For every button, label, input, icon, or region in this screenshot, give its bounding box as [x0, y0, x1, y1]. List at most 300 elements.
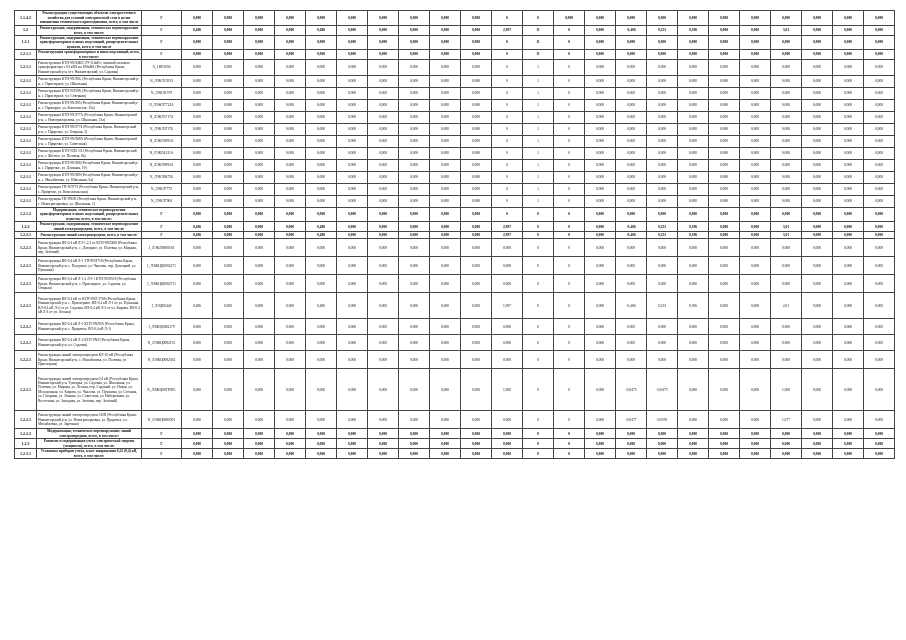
value-cell: 0,000 — [864, 351, 895, 369]
value-cell: 0,000 — [709, 351, 740, 369]
row-code-cell: 1.2.2.1 — [15, 239, 37, 257]
value-cell: 0,000 — [461, 100, 492, 112]
value-cell: 0,000 — [833, 429, 864, 439]
value-cell: 0,000 — [678, 257, 709, 275]
value-cell: 0,396 — [678, 232, 709, 239]
value-cell: 0,000 — [306, 50, 337, 60]
value-cell: 0,000 — [399, 172, 430, 184]
value-cell: 0,000 — [337, 148, 368, 160]
value-cell: 0,000 — [678, 351, 709, 369]
value-cell: 0,000 — [833, 112, 864, 124]
value-cell: 0,000 — [802, 196, 833, 208]
value-cell: 0,000 — [275, 429, 306, 439]
value-cell: 0,000 — [244, 293, 275, 319]
value-cell: 0,000 — [647, 449, 678, 459]
value-cell: 0,000 — [306, 411, 337, 429]
value-cell: 0 — [554, 112, 585, 124]
value-cell: 0,000 — [616, 239, 647, 257]
value-cell: 0,000 — [740, 411, 771, 429]
row-name-cell: Реконструкция ВЛ-0,4 кВ Л-1,2 ЛЭ-1 КТП-9NЛ518 (Республика Крым, Нижнегорский р-н, с. Приозерное, ул. Садовая, ул. Озерная) — [37, 275, 142, 293]
value-cell: 0 — [523, 449, 554, 459]
value-cell: 0 — [523, 351, 554, 369]
value-cell: 0,000 — [616, 351, 647, 369]
table-row — [15, 351, 895, 369]
row-name-cell: Развитие и модернизация учета электрической энергии (мощности), всего, в том числе: — [37, 439, 142, 449]
value-cell: 0,000 — [368, 429, 399, 439]
value-cell: 0,000 — [585, 136, 616, 148]
table-row — [15, 319, 895, 335]
table-row — [15, 36, 895, 50]
value-cell: 0,000 — [709, 136, 740, 148]
table-row — [15, 50, 895, 60]
row-id-cell: J_ЛЭЖЦ0082179 — [142, 319, 182, 335]
value-cell: 0,000 — [213, 148, 244, 160]
value-cell: 0,000 — [399, 208, 430, 222]
value-cell: 0,000 — [678, 172, 709, 184]
value-cell: 0,000 — [647, 112, 678, 124]
value-cell: 0,000 — [709, 439, 740, 449]
value-cell: 0,000 — [740, 449, 771, 459]
row-id-cell: Г — [142, 11, 182, 26]
value-cell: 2,997 — [492, 232, 523, 239]
value-cell: 0,000 — [864, 196, 895, 208]
value-cell: 0,000 — [585, 257, 616, 275]
value-cell: 0,000 — [554, 11, 585, 26]
value-cell: 0 — [554, 257, 585, 275]
value-cell: 0,486 — [182, 293, 213, 319]
value-cell: 0,000 — [399, 124, 430, 136]
value-cell: 0 — [492, 172, 523, 184]
value-cell: 0,000 — [864, 184, 895, 196]
row-id-cell: N_ЛЭКЛ3717А — [142, 112, 182, 124]
value-cell: 0,000 — [647, 319, 678, 335]
value-cell: 0,000 — [430, 184, 461, 196]
value-cell: 0,000 — [244, 36, 275, 50]
value-cell: 0 — [492, 136, 523, 148]
row-code-cell: 1.2.2.1 — [15, 411, 37, 429]
value-cell: 0,000 — [337, 11, 368, 26]
value-cell: 0,486 — [306, 222, 337, 232]
row-code-cell: 1.2.2.1 — [15, 257, 37, 275]
row-id-cell: N_ЛЭКЛ7904 — [142, 196, 182, 208]
value-cell: 0,000 — [647, 429, 678, 439]
value-cell: 0,000 — [740, 88, 771, 100]
value-cell: 0,000 — [399, 112, 430, 124]
value-cell: 0,000 — [585, 293, 616, 319]
value-cell: 1 — [523, 160, 554, 172]
value-cell: 0,000 — [244, 335, 275, 351]
value-cell: 0,000 — [678, 439, 709, 449]
value-cell: 0,000 — [213, 196, 244, 208]
value-cell: 0,000 — [368, 184, 399, 196]
value-cell: 0,000 — [492, 239, 523, 257]
value-cell: 0,000 — [709, 112, 740, 124]
table-row — [15, 112, 895, 124]
value-cell: 0,000 — [182, 172, 213, 184]
value-cell: 0,000 — [709, 160, 740, 172]
value-cell: 0,000 — [709, 26, 740, 36]
value-cell: 0 — [554, 26, 585, 36]
value-cell: 0,000 — [802, 76, 833, 88]
value-cell: 0,000 — [864, 239, 895, 257]
value-cell: 0,000 — [337, 36, 368, 50]
value-cell: 0,000 — [399, 257, 430, 275]
value-cell: 0,000 — [399, 88, 430, 100]
value-cell: 0,000 — [833, 172, 864, 184]
table-row — [15, 60, 895, 76]
value-cell: 0,000 — [244, 124, 275, 136]
value-cell: 0,000 — [709, 148, 740, 160]
value-cell: 0,000 — [430, 136, 461, 148]
value-cell: 0,000 — [647, 148, 678, 160]
value-cell: 0,000 — [461, 112, 492, 124]
value-cell: 0,000 — [430, 160, 461, 172]
value-cell: 0,000 — [275, 239, 306, 257]
value-cell: 0,000 — [833, 88, 864, 100]
value-cell: 1 — [523, 172, 554, 184]
value-cell: 0,486 — [306, 26, 337, 36]
value-cell: 0,000 — [585, 335, 616, 351]
value-cell: 0,000 — [275, 222, 306, 232]
value-cell: 0,000 — [399, 449, 430, 459]
row-name-cell: Реконструкция ВЛ-0,4 кВ Л-2 КТП-9NЛ (Республика Крым, Нижнегорский р-н, ул. Садовая) — [37, 335, 142, 351]
value-cell: 0,000 — [399, 184, 430, 196]
value-cell: 0 — [492, 50, 523, 60]
table-row — [15, 184, 895, 196]
value-cell: 0,000 — [492, 429, 523, 439]
value-cell: 0,000 — [864, 172, 895, 184]
value-cell: 0,000 — [802, 351, 833, 369]
value-cell: 0,000 — [399, 60, 430, 76]
value-cell: 0,000 — [647, 184, 678, 196]
value-cell: 0,000 — [771, 208, 802, 222]
value-cell: 0,000 — [616, 196, 647, 208]
value-cell: 0 — [492, 36, 523, 50]
value-cell: 0,000 — [585, 124, 616, 136]
value-cell: 0,000 — [399, 319, 430, 335]
value-cell: 0,000 — [709, 36, 740, 50]
value-cell: 0,000 — [430, 335, 461, 351]
value-cell: 0,000 — [802, 319, 833, 335]
value-cell: 0,000 — [213, 319, 244, 335]
value-cell: 0 — [523, 275, 554, 293]
value-cell: 0,000 — [585, 100, 616, 112]
value-cell: 0,000 — [740, 369, 771, 411]
row-code-cell: 1.2.1.1 — [15, 124, 37, 136]
row-name-cell: Реконструкция ТП-NЛ775 (Республика Крым, Нижнегорский р-н, с. Приречье, ул. Комсомольская) — [37, 184, 142, 196]
value-cell: 0,000 — [430, 76, 461, 88]
value-cell: 0,000 — [864, 50, 895, 60]
value-cell: 0,000 — [275, 50, 306, 60]
value-cell: 1,000 — [492, 369, 523, 411]
value-cell: 0,000 — [306, 449, 337, 459]
row-id-cell: N_ЛЭЖЦ0082302 — [142, 351, 182, 369]
value-cell: 0,000 — [368, 351, 399, 369]
value-cell: 0,000 — [461, 148, 492, 160]
row-name-cell: Реконструкция КТП-9NЛ77А (Республика Крым, Нижнегорский р-н, с. Новогригорьевка, ул. Школьная, 15а) — [37, 112, 142, 124]
value-cell: 0,000 — [678, 88, 709, 100]
value-cell: 0,000 — [585, 351, 616, 369]
value-cell: 0,000 — [461, 293, 492, 319]
value-cell: 0,000 — [678, 124, 709, 136]
table-row — [15, 335, 895, 351]
value-cell: 0,000 — [461, 26, 492, 36]
value-cell: 0,000 — [771, 160, 802, 172]
value-cell: 0,000 — [585, 11, 616, 26]
value-cell: 0,000 — [275, 335, 306, 351]
value-cell: 0,000 — [771, 148, 802, 160]
value-cell: -0,486 — [616, 26, 647, 36]
value-cell: 0,396 — [678, 222, 709, 232]
value-cell: 0,000 — [461, 196, 492, 208]
value-cell: 0,000 — [647, 100, 678, 112]
value-cell: 0,000 — [771, 319, 802, 335]
document-sheet — [14, 10, 894, 459]
value-cell: 0,000 — [368, 222, 399, 232]
row-code-cell: 1.2.2.1 — [15, 351, 37, 369]
value-cell: 0,000 — [244, 112, 275, 124]
value-cell: 0,000 — [678, 112, 709, 124]
value-cell: 0,000 — [740, 50, 771, 60]
value-cell: 0,000 — [802, 239, 833, 257]
value-cell: 0 — [554, 293, 585, 319]
value-cell: 0,000 — [368, 88, 399, 100]
row-name-cell: Реконструкция трансформаторных и иных подстанций, всего, в том числе: — [38, 50, 140, 59]
table-row — [15, 88, 895, 100]
value-cell: 0,000 — [337, 239, 368, 257]
value-cell: 0 — [523, 411, 554, 429]
value-cell: 0,000 — [461, 76, 492, 88]
value-cell: 0,000 — [585, 160, 616, 172]
value-cell: 0,000 — [430, 148, 461, 160]
value-cell: 0,000 — [430, 11, 461, 26]
value-cell: 0,000 — [740, 429, 771, 439]
row-code-cell: 1.2.1.1 — [15, 184, 37, 196]
value-cell: 0,000 — [709, 100, 740, 112]
value-cell: 0,000 — [182, 136, 213, 148]
row-id-cell: Г — [142, 50, 182, 60]
value-cell: 0,000 — [182, 76, 213, 88]
value-cell: 0,000 — [275, 172, 306, 184]
value-cell: 0,000 — [461, 136, 492, 148]
value-cell: 0,000 — [802, 184, 833, 196]
value-cell: -0,0477 — [616, 411, 647, 429]
value-cell: 0,000 — [244, 26, 275, 36]
value-cell: 0,000 — [368, 136, 399, 148]
value-cell: 0,000 — [802, 148, 833, 160]
value-cell: 11 — [523, 50, 554, 60]
value-cell: 0 — [492, 124, 523, 136]
value-cell: 0,000 — [213, 50, 244, 60]
table-row — [15, 148, 895, 160]
row-id-cell: J_ЛЭЖЦЦ0082271 — [142, 257, 182, 275]
value-cell: 0,000 — [368, 76, 399, 88]
value-cell: 0,000 — [864, 208, 895, 222]
value-cell: 0,000 — [244, 232, 275, 239]
value-cell: 0,000 — [182, 335, 213, 351]
value-cell: 0,000 — [275, 88, 306, 100]
value-cell: 0,000 — [461, 257, 492, 275]
value-cell: 11 — [523, 36, 554, 50]
row-id-cell: Г — [142, 429, 182, 439]
value-cell: 0,000 — [182, 439, 213, 449]
value-cell: 0,000 — [306, 208, 337, 222]
table-row — [15, 411, 895, 429]
value-cell: 0,000 — [678, 208, 709, 222]
row-name-cell: Реконструкция, модернизация, техническое перевооружение всего, в том числе: — [37, 26, 142, 36]
value-cell: 0,000 — [647, 439, 678, 449]
table-row — [15, 293, 895, 319]
row-name-cell: Реконструкция КТП-9NЛ774 (Республика Крым, Нижнегорский р-н, с. Приречье, ул. Озерная, 2) — [37, 124, 142, 136]
value-cell: 0,000 — [709, 196, 740, 208]
value-cell: 0,396 — [678, 293, 709, 319]
value-cell: 0,000 — [461, 411, 492, 429]
value-cell: 0,000 — [275, 351, 306, 369]
row-name-cell: Реконструкция КТП-9NЛ94, (Республика Крым, Нижнегорский р-н, с. Приозерное, ул. Школьная) — [37, 76, 142, 88]
value-cell: 0,000 — [492, 439, 523, 449]
value-cell: 0,000 — [740, 148, 771, 160]
value-cell: 0,000 — [337, 50, 368, 60]
value-cell: 0,000 — [802, 335, 833, 351]
value-cell: 0,000 — [368, 100, 399, 112]
value-cell: 0,000 — [368, 293, 399, 319]
value-cell: 0,000 — [616, 88, 647, 100]
value-cell: 0,000 — [368, 60, 399, 76]
value-cell: 0,000 — [771, 100, 802, 112]
row-name-cell: Реконструкция КТП-9NЛ05 (Республика Крым, Нижнегорский р-н, с. Приморье, ул. Комсомолок, 15а) — [37, 100, 142, 112]
value-cell: 0,000 — [244, 76, 275, 88]
value-cell: 0,000 — [399, 160, 430, 172]
value-cell: 0,000 — [182, 50, 213, 60]
value-cell: 0,000 — [399, 100, 430, 112]
value-cell: 0,000 — [306, 196, 337, 208]
value-cell: 1 — [523, 124, 554, 136]
row-code-cell: 1.2.3 — [15, 439, 37, 449]
value-cell: 0,000 — [337, 100, 368, 112]
value-cell: 0,000 — [430, 239, 461, 257]
value-cell: 0,000 — [864, 11, 895, 26]
value-cell: 0,000 — [647, 124, 678, 136]
value-cell: 0 — [523, 319, 554, 335]
table-row — [15, 239, 895, 257]
value-cell: 0,000 — [585, 50, 616, 60]
value-cell: 0,000 — [864, 36, 895, 50]
value-cell: 0,000 — [213, 232, 244, 239]
value-cell: 0,000 — [709, 411, 740, 429]
value-cell: 0 — [492, 196, 523, 208]
value-cell: 0,000 — [368, 26, 399, 36]
value-cell: 0,000 — [430, 275, 461, 293]
value-cell: 0,000 — [585, 60, 616, 76]
value-cell: 0,000 — [430, 196, 461, 208]
value-cell: 0,000 — [461, 50, 492, 60]
value-cell: 0,000 — [864, 335, 895, 351]
value-cell: 0,000 — [182, 100, 213, 112]
value-cell: 0,000 — [244, 275, 275, 293]
table-row — [15, 76, 895, 88]
value-cell: 0,000 — [399, 148, 430, 160]
value-cell: 0,000 — [430, 293, 461, 319]
value-cell: 0,000 — [616, 50, 647, 60]
row-id-cell: A_1DF2056 — [142, 60, 182, 76]
value-cell: 0,000 — [368, 232, 399, 239]
value-cell: 0,000 — [678, 11, 709, 26]
value-cell: 0,000 — [647, 50, 678, 60]
value-cell: 0,000 — [740, 184, 771, 196]
value-cell: 0,000 — [585, 196, 616, 208]
value-cell: 0,000 — [585, 88, 616, 100]
value-cell: 0,000 — [430, 257, 461, 275]
table-row — [15, 222, 895, 232]
table-row — [15, 369, 895, 411]
value-cell: 0,000 — [430, 351, 461, 369]
value-cell: 0,000 — [430, 411, 461, 429]
value-cell: 0,000 — [399, 293, 430, 319]
value-cell: 0,000 — [306, 239, 337, 257]
value-cell: 0,000 — [802, 208, 833, 222]
row-name-cell: Реконструкция ВЛ-0,4 кВ от КТП-9NЛ 5766 (Республика Крым, Нижнегорский р-н, с. Приозерное, ВЛ-0,4 кВ Л-1 от ул. Пушкина, ВЛ-0,4 кВ Л-2 от ул. Садовая, ВЛ-0,4 кВ Л-3 от ул. Кирова, ВЛ-0,4 кВ Л-4 от ул. Лесная) — [37, 293, 142, 319]
value-cell: 0,000 — [616, 60, 647, 76]
value-cell: 0 — [492, 160, 523, 172]
value-cell: 0,000 — [244, 60, 275, 76]
value-cell: 0,000 — [461, 11, 492, 26]
value-cell: 0,000 — [182, 124, 213, 136]
value-cell: 0,000 — [709, 50, 740, 60]
value-cell: 0,000 — [430, 449, 461, 459]
value-cell: 0,000 — [461, 239, 492, 257]
row-code-cell: 1.2.1.1 — [15, 172, 37, 184]
value-cell: 0,000 — [244, 222, 275, 232]
value-cell: 0,000 — [740, 232, 771, 239]
value-cell: 0 — [554, 172, 585, 184]
value-cell: 0 — [554, 319, 585, 335]
value-cell: 0,000 — [864, 136, 895, 148]
value-cell: 0,000 — [399, 11, 430, 26]
value-cell: 0 — [523, 439, 554, 449]
value-cell: 0 — [554, 36, 585, 50]
value-cell: 0,000 — [833, 184, 864, 196]
row-id-cell: J_ЛЭЖЦЦ0082711 — [142, 275, 182, 293]
value-cell: 0,000 — [461, 335, 492, 351]
value-cell: 0,000 — [430, 36, 461, 50]
value-cell: 0,000 — [182, 36, 213, 50]
value-cell: 0,000 — [399, 335, 430, 351]
value-cell: 0,000 — [802, 439, 833, 449]
value-cell: 0 — [492, 76, 523, 88]
table-row — [15, 449, 895, 459]
value-cell: 0,000 — [678, 184, 709, 196]
value-cell: 0,000 — [740, 293, 771, 319]
row-code-cell: 1.2.1.1 — [15, 160, 37, 172]
value-cell: 0,000 — [337, 439, 368, 449]
value-cell: 0,000 — [802, 112, 833, 124]
value-cell: 0,000 — [585, 36, 616, 50]
value-cell: 0 — [523, 429, 554, 439]
value-cell: 0,000 — [709, 319, 740, 335]
value-cell: 0,000 — [337, 208, 368, 222]
value-cell: 0,000 — [368, 36, 399, 50]
value-cell: 0,000 — [771, 88, 802, 100]
value-cell: 0,000 — [399, 136, 430, 148]
row-name-cell: Реконструкция, модернизация, техническое перевооружение трансформаторных и иных подстанций, распределительных пунктов, всего, в том числе — [37, 36, 142, 50]
value-cell: 0,000 — [833, 369, 864, 411]
value-cell: 0 — [492, 100, 523, 112]
value-cell: 0,000 — [864, 257, 895, 275]
value-cell: 0,000 — [647, 239, 678, 257]
row-name-cell: Реконструкция линий электропередачи, всего, в том числе: — [37, 232, 142, 239]
value-cell: -0,0475 — [616, 369, 647, 411]
table-row — [15, 136, 895, 148]
